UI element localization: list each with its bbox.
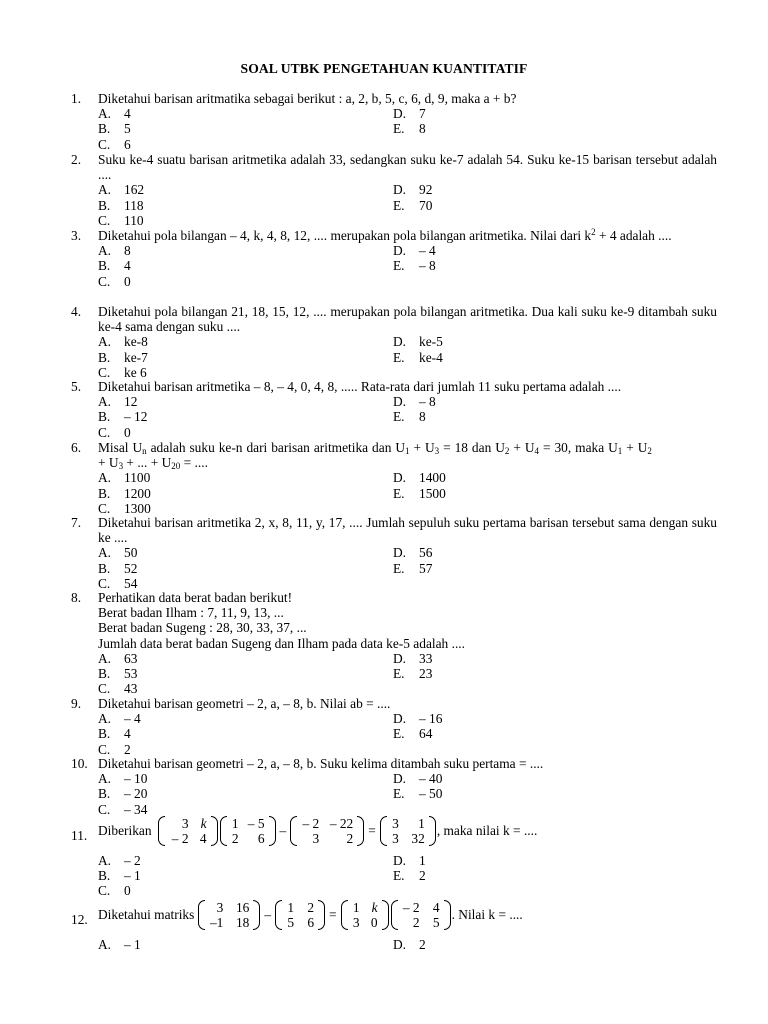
question-suffix: , maka nilai k = .... <box>436 823 538 839</box>
option-a: A. 63 <box>98 650 138 666</box>
question-text <box>98 816 717 846</box>
question-number: 3. <box>71 228 82 243</box>
question-text-line: Berat badan Sugeng : 28, 30, 33, 37, ... <box>98 620 307 636</box>
option-a: A. 4 <box>98 106 131 122</box>
question-6 <box>71 440 717 516</box>
option-a: A. 8 <box>98 243 131 259</box>
answer-options <box>98 394 717 440</box>
question-3 <box>71 228 717 289</box>
question-number: 9. <box>71 696 82 711</box>
option-d: D. – 40 <box>393 771 443 787</box>
option-e: E. ke-4 <box>393 349 443 365</box>
option-b: B. 53 <box>98 666 138 681</box>
option-d: D. – 8 <box>393 394 436 410</box>
option-e: E. – 50 <box>393 786 443 802</box>
option-a: A. 12 <box>98 394 138 410</box>
question-text: Diketahui barisan aritmetika – 8, – 4, 0, 4, 8, ..... Rata-rata dari jumlah 11 suku pertama adalah .... <box>98 379 622 394</box>
matrix-4: – 2 4 2 5 <box>391 900 451 930</box>
option-c: C. 1300 <box>98 500 151 516</box>
question-text: Diketahui barisan aritmetika 2, x, 8, 11, y, 17, .... Jumlah sepuluh suku pertama barisan tersebut sama dengan suku ke .... <box>98 515 717 546</box>
option-e: E. 2 <box>393 868 426 884</box>
question-11 <box>71 816 717 899</box>
option-d: D. 92 <box>393 182 433 198</box>
option-e: E. – 8 <box>393 258 436 274</box>
option-a: A. – 10 <box>98 771 148 787</box>
matrix-4: 3 1 3 32 <box>380 816 436 846</box>
option-b: B. 52 <box>98 560 138 576</box>
option-a: A. 162 <box>98 182 145 198</box>
equals-operator: = <box>329 907 337 923</box>
option-d: D. 2 <box>393 937 426 952</box>
question-suffix: . Nilai k = .... <box>451 907 523 923</box>
question-10 <box>71 756 717 817</box>
question-text-line: Berat badan Ilham : 7, 11, 9, 13, ... <box>98 605 284 621</box>
question-number: 8. <box>71 590 82 605</box>
option-b: B. 4 <box>98 258 131 274</box>
option-c: C. 0 <box>98 273 131 289</box>
question-text-line-2: + $U_3$ + ... + $U_{20}$ = .... <box>98 455 208 472</box>
answer-options <box>98 937 717 952</box>
question-1 <box>71 91 717 152</box>
option-c: C. 6 <box>98 136 131 152</box>
option-b: B. – 20 <box>98 786 148 802</box>
option-e: E. 8 <box>393 409 426 425</box>
question-2 <box>71 152 717 228</box>
matrix-3: 1 k 3 0 <box>341 900 389 930</box>
option-b: B. ke-7 <box>98 349 148 365</box>
option-a: A. – 4 <box>98 711 141 727</box>
option-b: B. 5 <box>98 121 131 137</box>
question-text-line: Jumlah data berat badan Sugeng dan Ilham pada data ke-5 adalah .... <box>98 635 465 651</box>
matrix-3: – 2 – 22 3 2 <box>290 816 364 846</box>
answer-options <box>98 651 717 697</box>
question-5 <box>71 379 717 440</box>
question-text: Diketahui barisan aritmatika sebagai berikut : a, 2, b, 5, c, 6, d, 9, maka a + b? <box>98 91 517 106</box>
question-number: 11. <box>71 828 88 843</box>
question-number: 5. <box>71 379 82 394</box>
option-d: D. 56 <box>393 545 433 561</box>
option-d: D. 33 <box>393 650 433 666</box>
matrix-2: 1 2 5 6 <box>275 900 325 930</box>
option-c: C. ke 6 <box>98 364 147 380</box>
option-e: E. 1500 <box>393 485 446 501</box>
question-8 <box>71 590 717 696</box>
option-a: A. – 2 <box>98 853 141 868</box>
option-d: D. 1 <box>393 853 426 868</box>
answer-options <box>98 470 717 516</box>
question-text: Diketahui pola bilangan 21, 18, 15, 12, .... merupakan pola bilangan aritmetika. Dua kali suku ke-9 ditambah suku ke-4 sama dengan suku .... <box>98 304 717 335</box>
option-c: C. 54 <box>98 575 138 591</box>
question-number: 7. <box>71 515 82 530</box>
question-text: Diketahui barisan geometri – 2, a, – 8, b. Suku kelima ditambah suku pertama = .... <box>98 756 544 771</box>
question-number: 1. <box>71 91 82 106</box>
answer-options <box>98 771 717 817</box>
option-b: B. 1200 <box>98 485 151 501</box>
option-a: A. ke-8 <box>98 334 148 350</box>
minus-operator: – <box>279 823 287 839</box>
option-b: B. 118 <box>98 197 144 213</box>
question-prefix: Diberikan <box>98 823 152 839</box>
question-text-line: Perhatikan data berat badan berikut! <box>98 590 293 605</box>
option-c: C. 2 <box>98 741 131 757</box>
option-b: B. – 1 <box>98 868 141 884</box>
option-c: C. – 34 <box>98 801 148 817</box>
option-c: C. 43 <box>98 681 138 697</box>
answer-options <box>98 853 717 899</box>
option-b: B. – 12 <box>98 409 148 425</box>
option-a: A. 50 <box>98 545 138 561</box>
page-title: SOAL UTBK PENGETAHUAN KUANTITATIF <box>240 61 528 76</box>
option-d: D. ke-5 <box>393 334 443 350</box>
option-d: D. – 16 <box>393 711 443 727</box>
question-number: 4. <box>71 304 82 319</box>
question-number: 12. <box>71 912 88 927</box>
option-e: E. 57 <box>393 560 433 576</box>
question-12 <box>71 900 717 952</box>
question-text: Diketahui barisan geometri – 2, a, – 8, b. Nilai ab = .... <box>98 696 391 711</box>
option-c: C. 110 <box>98 212 144 228</box>
option-e: E. 64 <box>393 726 433 742</box>
question-text: Suku ke-4 suatu barisan aritmetika adalah 33, sedangkan suku ke-7 adalah 54. Suku ke-15 barisan tersebut adalah .... <box>98 152 717 183</box>
option-e: E. 23 <box>393 666 433 681</box>
question-text: Diketahui pola bilangan – 4, k, 4, 8, 12, .... merupakan pola bilangan aritmetika. Nilai dari $k^2 + 4$ adalah .... <box>98 227 672 243</box>
matrix-1: 3 16 –1 18 <box>198 900 260 930</box>
option-b: B. 4 <box>98 726 131 742</box>
question-text <box>98 900 717 930</box>
answer-options <box>98 106 717 152</box>
option-a: A. 1100 <box>98 470 151 486</box>
answer-options <box>98 243 717 289</box>
answer-options <box>98 182 717 228</box>
answer-options <box>98 334 717 380</box>
option-e: E. 70 <box>393 197 433 213</box>
question-7 <box>71 515 717 591</box>
equals-operator: = <box>368 823 376 839</box>
matrix-1: 3 k – 2 4 <box>158 816 218 846</box>
option-e: E. 8 <box>393 121 426 137</box>
option-a: A. – 1 <box>98 937 141 952</box>
question-4 <box>71 304 717 380</box>
question-text-line-1: Misal $U_n$ adalah suku ke-n dari barisan aritmetika dan $U_1 + U_3 = 18$ dan $U_2 + U_4 = 30$, maka $U_1 + U_2$ <box>98 440 652 456</box>
answer-options <box>98 545 717 591</box>
option-c: C. 0 <box>98 424 131 440</box>
question-number: 10. <box>71 756 88 771</box>
option-d: D. 7 <box>393 106 426 122</box>
answer-options <box>98 711 717 757</box>
matrix-2: 1 – 5 2 6 <box>220 816 276 846</box>
option-d: D. 1400 <box>393 470 446 486</box>
option-d: D. – 4 <box>393 243 436 259</box>
minus-operator: – <box>264 907 272 923</box>
question-number: 6. <box>71 440 82 455</box>
question-number: 2. <box>71 152 82 167</box>
question-9 <box>71 696 717 757</box>
option-c: C. 0 <box>98 883 131 899</box>
question-prefix: Diketahui matriks <box>98 907 195 923</box>
